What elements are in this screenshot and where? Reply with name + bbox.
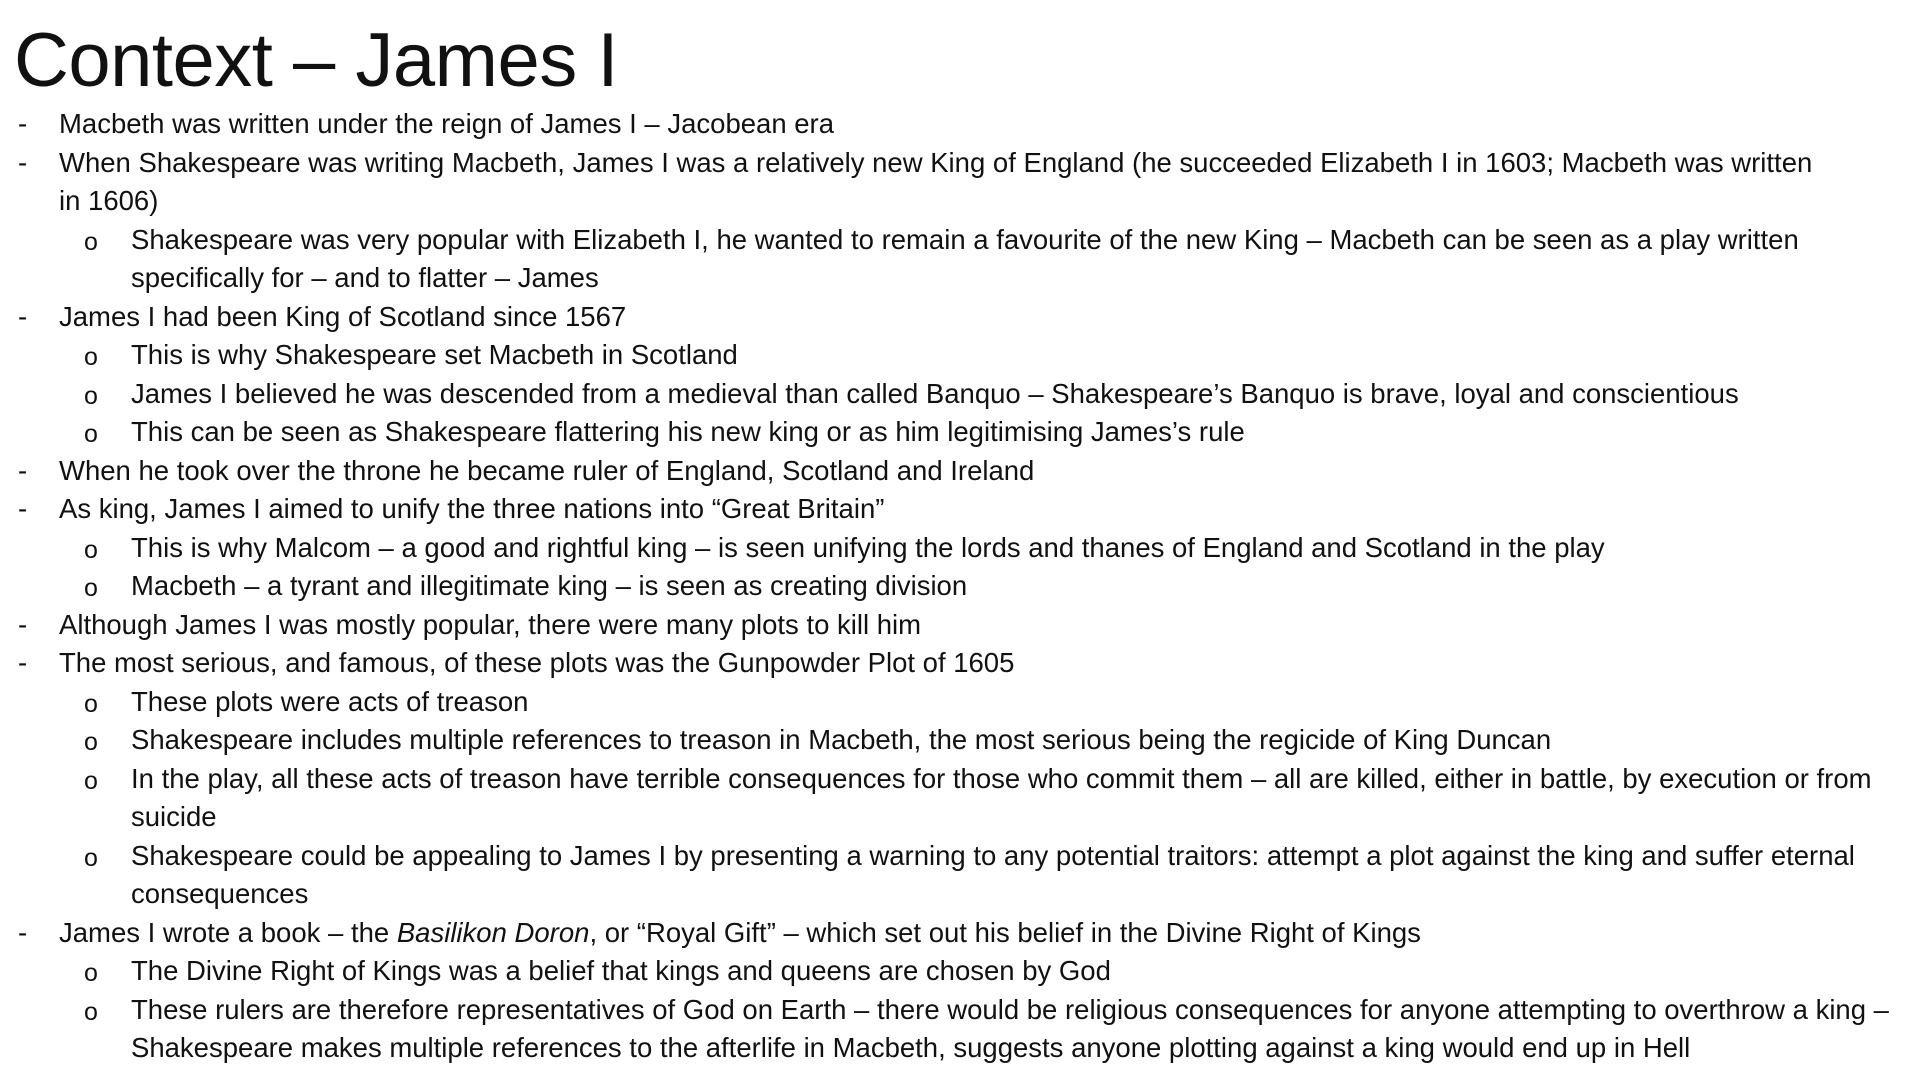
circle-bullet-icon: o <box>84 728 98 756</box>
sub-bullet-item <box>0 375 1920 414</box>
dash-bullet-icon: - <box>18 608 28 640</box>
bullet-text-before: James I wrote a book – the <box>59 916 397 948</box>
sub-bullet-item <box>0 413 1920 452</box>
bullet-list <box>0 105 1920 1068</box>
bullet-text: Although James I was mostly popular, there were many plots to kill him <box>59 608 922 640</box>
sub-bullet-text: Macbeth – a tyrant and illegitimate king – is seen as creating division <box>131 570 968 601</box>
sub-bullet-item <box>0 221 1920 298</box>
dash-bullet-icon: - <box>18 300 28 332</box>
circle-bullet-icon: o <box>84 574 98 602</box>
bullet-text: James I had been King of Scotland since 1567 <box>59 300 627 332</box>
dash-bullet-icon: - <box>18 647 28 678</box>
sub-bullet-text: This is why Shakespeare set Macbeth in Scotland <box>131 339 738 370</box>
dash-bullet-icon: - <box>18 108 28 139</box>
sub-bullet-item <box>0 529 1920 568</box>
bullet-text <box>59 914 1834 953</box>
bullet-text: Macbeth was written under the reign of James I – Jacobean era <box>59 108 835 139</box>
sub-bullet-text: This can be seen as Shakespeare flattering his new king or as him legitimising James’s rule <box>131 416 1245 447</box>
sub-bullet-text: Shakespeare includes multiple references to treason in Macbeth, the most serious being the regicide of King Duncan <box>131 724 1552 755</box>
bullet-item <box>0 298 1920 337</box>
bullet-text: As king, James I aimed to unify the three nations into “Great Britain” <box>59 493 885 524</box>
sub-bullet-item <box>0 683 1920 722</box>
dash-bullet-icon: - <box>18 916 28 948</box>
bullet-text: When he took over the throne he became ruler of England, Scotland and Ireland <box>59 454 1035 486</box>
circle-bullet-icon: o <box>84 381 98 410</box>
bullet-text-after: , or “Royal Gift” – which set out his belief in the Divine Right of Kings <box>589 916 1421 948</box>
sub-bullet-text: These rulers are therefore representatives of God on Earth – there would be religious consequences for anyone attempting to overthrow a king – Shakespeare makes multiple references to the afterlife in Macbeth, suggests anyone plotting against a king would end up in Hell <box>131 993 1889 1063</box>
sub-bullet-item <box>0 837 1920 914</box>
book-title: Basilikon Doron <box>396 916 590 948</box>
sub-bullet-item <box>0 336 1920 375</box>
circle-bullet-icon: o <box>84 689 98 718</box>
sub-bullet-item <box>0 760 1920 837</box>
sub-bullet-text: In the play, all these acts of treason have terrible consequences for those who commit them – all are killed, either in battle, by execution or from suicide <box>131 762 1872 832</box>
bullet-text: When Shakespeare was writing Macbeth, James I was a relatively new King of England (he succeeded Elizabeth I in 1603; Macbeth was written in 1606) <box>59 146 1813 216</box>
circle-bullet-icon: o <box>84 420 98 448</box>
dash-bullet-icon: - <box>18 454 28 486</box>
sub-bullet-item <box>0 567 1920 606</box>
dash-bullet-icon: - <box>18 146 28 178</box>
circle-bullet-icon: o <box>84 997 98 1026</box>
bullet-item <box>0 490 1920 529</box>
bullet-item <box>0 914 1920 953</box>
sub-bullet-item <box>0 991 1920 1068</box>
sub-bullet-item <box>0 952 1920 991</box>
circle-bullet-icon: o <box>84 227 98 256</box>
sub-bullet-text: Shakespeare was very popular with Elizabeth I, he wanted to remain a favourite of the new King – Macbeth can be seen as a play written specifically for – and to flatter – James <box>131 223 1799 293</box>
bullet-item <box>0 144 1920 221</box>
circle-bullet-icon: o <box>84 766 98 795</box>
circle-bullet-icon: o <box>84 535 98 564</box>
sub-bullet-text: This is why Malcom – a good and rightful king – is seen unifying the lords and thanes of England and Scotland in the play <box>131 531 1605 563</box>
bullet-item <box>0 606 1920 645</box>
sub-bullet-text: The Divine Right of Kings was a belief that kings and queens are chosen by God <box>131 955 1111 986</box>
circle-bullet-icon: o <box>84 343 98 371</box>
circle-bullet-icon: o <box>84 959 98 987</box>
sub-bullet-text: James I believed he was descended from a medieval than called Banquo – Shakespeare’s Banquo is brave, loyal and conscientious <box>131 377 1739 409</box>
bullet-item <box>0 105 1920 144</box>
sub-bullet-text: Shakespeare could be appealing to James I by presenting a warning to any potential traitors: attempt a plot against the king and suffer eternal consequences <box>131 839 1855 909</box>
sub-bullet-text: These plots were acts of treason <box>131 685 529 717</box>
slide-title: Context – James I <box>14 18 618 103</box>
bullet-text: The most serious, and famous, of these plots was the Gunpowder Plot of 1605 <box>59 647 1015 678</box>
bullet-item <box>0 452 1920 491</box>
bullet-item <box>0 644 1920 683</box>
sub-bullet-item <box>0 721 1920 760</box>
dash-bullet-icon: - <box>18 493 28 524</box>
circle-bullet-icon: o <box>84 843 98 872</box>
